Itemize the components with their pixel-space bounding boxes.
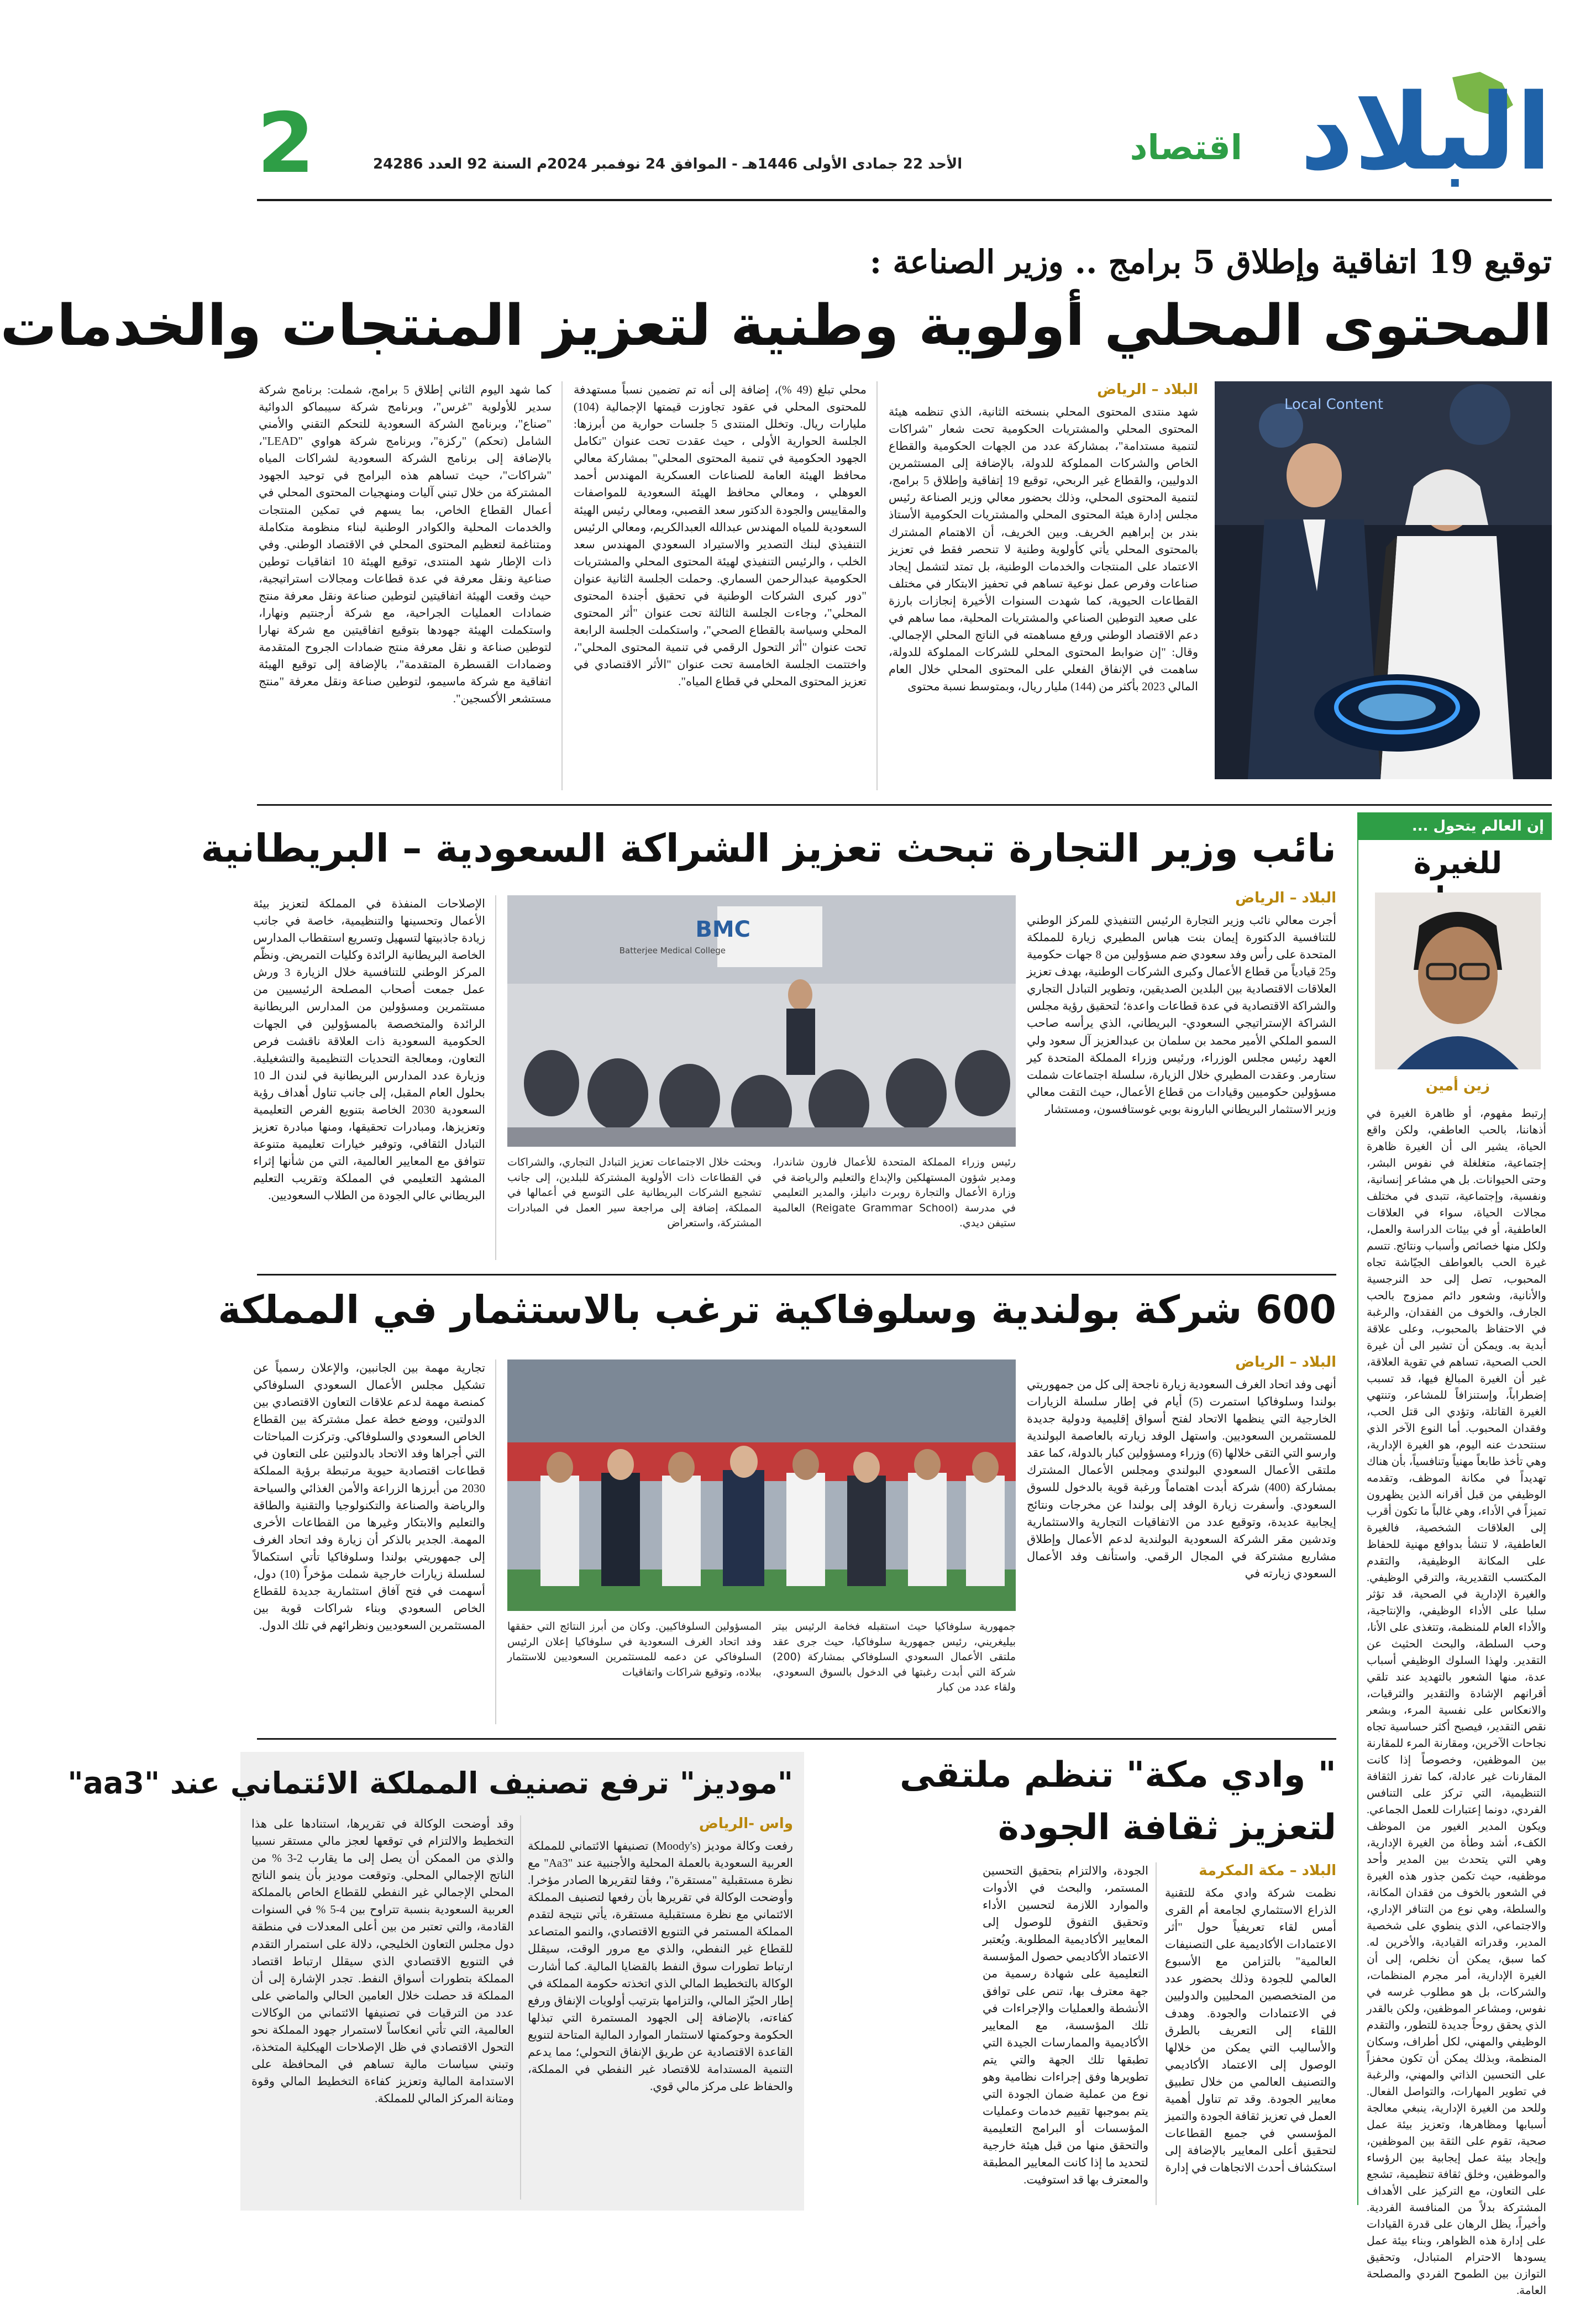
story2-caption-b: وبحثت خلال الاجتماعات تعزيز التبادل التجاري، والشراكات في القطاعات ذات الأولوية المشتركة للبلدين، إلى جانب تشجيع الشركات البريطانية على التوسع في أعمالها في المملكة، إضافة إلى مراجعة سير العمل في المبادرات المشتركة، واستعراض	[507, 1156, 762, 1230]
story2-photo	[507, 895, 1016, 1147]
sidebar-title: للغيرة	[1413, 846, 1503, 880]
story3-caption-b: المسؤولين السلوفاكيين. وكان من أبرز النتائج التي حققها وفد اتحاد الغرف السعودية في سلوفاكيا إعلان الرئيس السلوفاكي عن دعمه للمستثمرين السعوديين للاستثمار ببلاده، وتوقيع شراكات واتفاقيات	[507, 1620, 762, 1678]
story3-caption-a: جمهورية سلوفاكيا حيث استقبله فخامة الرئيس بيتر بيليغريني، رئيس جمهورية سلوفاكيا، حيث جرى عقد ملتقى الأعمال السعودي السلوفاكي بمشاركة (200) شركة التي أبدت رغبتها في الدخول بالسوق السعودي، ولقاء عدد من كبار	[773, 1620, 1016, 1694]
lead-col3: كما شهد اليوم الثاني إطلاق 5 برامج، شملت: برنامج شركة سدير للأولوية "غرس"، وبرنامج شركة سيبماكو الدوائية "صناع"، وبرنامج الشركة السعودية للتحكم التقني والأمني الشامل (تحكم) "ركزة"، وبرنامج شركة هواوي "LEAD"، بالإضافة إلى برنامج الشركة السعودية لشراكات المياه "شراكات"، حيث تساهم هذه البرامج في توحيد الجهود المشتركة من خلال تبني آليات ومنهجيات المحتوى المحلي في أعمال القطاع الخاص، بما يسهم في تمكين المنتجات والخدمات المحلية والكوادر الوطنية لبناء منظومة متكاملة ومتناغمة لتعظيم المحتوى المحلي في الاقتصاد الوطني. وفي ذات الإطار شهد المنتدى، توقيع الهيئة 10 اتفاقيات توطين صناعية ونقل معرفة في عدة قطاعات ومجالات استراتيجية، حيث وقعت الهيئة اتفاقيتين لتوطين صناعة ونقل معرفة منتج ضمادات العمليات الجراحية، مع شركة أرجنتيم ونهارا، واستكملت الهيئة جهودها بتوقيع اتفاقيتين مع شركة نهارا لتوطين صناعة و نقل معرفة منتج ضمادات الجروح المتقدمة وضمادات القسطرة المتقدمة"، بالإضافة إلى توقيع الهيئة اتفاقية مع شركة ماسيمو، لتوطين صناعة ونقل معرفة "منتج مستشعر الأكسجين".	[259, 383, 552, 706]
masthead	[169, 0, 1596, 243]
sidebar-body: إرتبط مفهوم، أو ظاهرة الغيرة في أذهاننا، بالحب العاطفي، ولكن واقع الحياة، يشير الى أن الغيرة ظاهرة إجتماعية، متغلغلة في نفوس البشر، وحتى الحيوانات. بل هي مشاعر إنسانية، ونفسية، وإجتماعية، تتبدى في مختلف مجالات الحياة، سواء في العلاقات العاطفية، أو في بيئات الدراسة والعمل، ولكل منها خصائص وأسباب ونتائج. تتسم غيرة الحب بالعواطف الجيّاشة تجاه المحبوب، تصل إلى حد النرجسية والأنانية، وشعور دائم ممزوج بالحب الجارف، والخوف من الفقدان، والرغبة في الاحتفاظ بالمحبوب، وعلى علاقة أبدية به. ويمكن أن تشير الى أن غيرة الحب الصحية، تساهم في تقوية العلاقة، غير أن الغيرة المبالغ فيها، قد تسبب إضطراباً، وإستنزافاً للمشاعر، وتنتهي الغيرة القاتلة، وتؤدي الى قتل الحب، وفقدان المحبوب. أما النوع الآخر الذي سنتحدث عنه اليوم، هو الغيرة الإدارية، وهي تأخذ طابعاً مهنياً وتنافسياً، بأن هناك تهديداً في مكانة الموظف، وتقدمه الوظيفي من قبل أقرانه الذين يظهرون تميزاً في الأداء، وهي غالباً ما تكون أقرب إلى العلاقات الشخصية، فالغيرة العاطفية، لا تنشأ بدوافع مهنية للحفاظ على المكانة الوظيفية، والتقدم المكتسب التقديرية، والترقي الوظيفي. والغيرة الإدارية في الصحية، قد تؤثر سلبا على الأداء الوظيفي، والإنتاجية، والأداء العام للمنظمة، وتتغذى على الأنا، وحب السلطة، والبحث الحثيث عن التقدير. ولهذا السلوك الوظيفي أسباب عدة، منها الشعور بالتهديد عند تلقي أقرانهم الإشادة والتقدير والترقيات، والانعكاس على نفسية المرء، وبشعر نقص التقدير، فيصبح أكثر حساسية تجاه نجاحات الآخرين، ومقارنة المرء للمقارنة بين الموظفين، وخصوصاً إذا كانت المقارنات غير عادلة، كما تفرز الثقافة التنظيمية، التي تركز على التنافس الفردي، دونما إعتبارات للعمل الجماعي. ويكون المدير الغيور من الموظف الكفء، أشد وطأة من الغيرة الإدارية، وهي التي يتحدث بين المدير وأحد موظفيه، حيث تكمن جذور هذه الغيرة في الشعور بالخوف من فقدان المكانة، والسلطة، وهي نوع من التنافر الإداري، والاجتماعي، الذي ينطوي على شخصية المدير، وقدراته القيادية، والأخرين له. كما سبق، يمكن أن نخلص، إلى أن الغيرة الإدارية، أمر مجرم المنظمات، والشركات، بل هو مطلوب غرسه في نفوس، ومشاعر الموظفين، ولكن بالقدر الذي يحقق روحاً جديدة للتطور، والتقدم الوظيفي والمهني، لكل أطراف، وسكان المنظمة، وبذلك يمكن أن تكون محفزاً على التحسين الذاتي والمهني، والرغبة في تطوير المهارات، والتواصل الفعال. وللحد من الغيرة الإدارية، ينبغي معالجة أسبابها ومظاهرها، وتعزيز بيئة عمل صحية، تقوم على الثقة بين الموظفين، وإيجاد بيئة عمل إيجابية بين الرؤساء والموظفين، وخلق ثقافة تنظيمية، تشجع على التعاون، مع التركيز على الأهداف المشتركة بدلاً من المنافسة الفردية. وأخيراً، يظل الرهان على قدرة القيادات على إدارة هذه الظواهر، وبناء بيئة عمل يسودها الاحترام المتبادل، وتحقيق التوازن بين الطموح الفردي والمصلحة العامة.	[1367, 1107, 1546, 2297]
lead-col2: محلي تبلغ (49 %)، إضافة إلى أنه تم تضمين نسباً مستهدفة للمحتوى المحلي في عقود تجاوزت قيمتها الإجمالية (104) مليارات ريال. وتخلل المنتدى 5 جلسات حوارية من أبرزها: الجلسة الحوارية الأولى ، حيث عقدت تحت عنوان "تكامل الجهود الحكومية في تنمية المحتوى المحلي" بمشاركة معالي محافظ الهيئة العامة للصناعات العسكرية المهندس أحمد العوهلي ، ومعالي محافظ الهيئة السعودية للمواصفات والمقاييس والجودة الدكتور سعد القصبي، ومعالي رئيس الهيئة السعودية للمياه المهندس عبدالله العبدالكريم، ومعالي الرئيس التنفيذي لبنك التصدير والاستيراد السعودي المهندس سعد الخلب ، والرئيس التنفيذي لهيئة المحتوى المحلي والمشتريات الحكومية عبدالرحمن السماري. وحملت الجلسة الثانية عنوان "دور كبرى الشركات الوطنية في تحقيق أجندة المحتوى المحلي"، وجاءت الجلسة الثالثة تحت عنوان "أثر المحتوى المحلي وسياسة بالقطاع الصحي"، واستكملت الجلسة الرابعة تحت عنوان "أثر التحول الرقمي في تنمية المحتوى المحلي"، واختتمت الجلسة الخامسة تحت عنوان "الأثر الاقتصادي في تعزيز المحتوى المحلي في قطاع المياه".	[574, 383, 867, 689]
sidebar-label: إن العالم يتحول ...	[1358, 812, 1552, 840]
lead-photo-screen-text: Local Content	[1284, 396, 1383, 413]
story5-box	[67, 1752, 804, 2211]
lead-headline: المحتوى المحلي أولوية وطنية لتعزيز المنتجات والخدمات	[0, 293, 1552, 359]
bmc-logo-text: BMC	[695, 917, 750, 942]
logo	[1300, 66, 1552, 193]
story5-col2: وقد أوضحت الوكالة في تقريرها، استنادها على هذا التخطيط والالتزام في توقعها لعجز مالي مستقر نسبيا والذي من الممكن أن يصل إلى ما يقارب 2-3 % من الناتج الإجمالي المحلي. وتوقعت موديز بأن ينمو الناتج المحلي الإجمالي غير النفطي للقطاع الخاص بالمملكة العربية السعودية بنسبة تتراوح بين 4-5 % في السنوات القادمة، والتي تعتبر من بين أعلى المعدلات في منطقة دول مجلس التعاون الخليجي، دلالة على استمرار التقدم في التنويع الاقتصادي الذي سيقلل ارتباط اقتصاد المملكة بتطورات أسواق النفط. تجدر الإشارة إلى أن المملكة قد حصلت خلال العامين الحالي والماضي على عدد من الترقيات في تصنيفها الائتماني من الوكالات العالمية، التي تأتي انعكاساً لاستمرار جهود المملكة نحو التحول الاقتصادي في ظل الإصلاحات الهيكلية المتخذة، وتبني سياسات مالية تساهم في المحافظة على الاستدامة المالية وتعزيز كفاءة التخطيط المالي وقوة ومتانة المركز المالي للمملكة.	[251, 1817, 514, 2106]
bmc-logo-subtitle: Batterjee Medical College	[619, 946, 726, 956]
author-portrait-icon	[1375, 893, 1541, 1069]
lead-byline: البلاد – الرياض	[1097, 381, 1198, 398]
story3-col1: أنهى وفد اتحاد الغرف السعودية زيارة ناجحة إلى كل من جمهوريتي بولندا وسلوفاكيا استمرت (5) أيام في إطار سلسلة الزيارات الخارجية التي ينظمها الاتحاد لفتح أسواق إقليمية ودولية جديدة للمستثمرين السعوديين. واستهل الوفد زيارته بالعاصمة البولندية وارسو التي التقى خلالها (6) وزراء ومسؤولين كبار بالدولة، كما عقد ملتقى الأعمال السعودي البولندي ومجلس الأعمال المشترك بمشاركة (400) شركة أبدت اهتماماً ورغبة قوية بالدخول للسوق السعودي. وأسفرت زيارة الوفد إلى بولندا عن مخرجات ونتائج إيجابية عديدة، وتوقيع عدد من الاتفاقيات التجارية والاستثمارية وتدشين مقر الشركة السعودية البولندية لدعم الأعمال وإطلاق مشاريع مشتركة في المجال الرقمي. واستأنف وفد الأعمال السعودي زيارته في	[1027, 1378, 1337, 1580]
story2-caption-a: رئيس وزراء المملكة المتحدة للأعمال فارون شاندرا، ومدير شؤون المستهلكين والإبداع والتعليم والرياضة في وزارة الأعمال والتجارة روبرت دانيلز، والمدير التعليمي في مدرسة (Reigate Grammar School) العالمية ستيفن ديدي.	[773, 1156, 1016, 1230]
story3-byline: البلاد – الرياض	[1235, 1354, 1336, 1371]
lead-col1: شهد منتدى المحتوى المحلي بنسخته الثانية، الذي تنظمه هيئة المحتوى المحلي والمشتريات الحكومية تحت شعار "شراكات لتنمية مستدامة"، بمشاركة عدد من الجهات الحكومية والقطاع الخاص والشركات المملوكة للدولة، بالإضافة إلى المستثمرين الدوليين، والقطاع غير الربحي، توقيع 19 إتفاقية وإطلاق 5 برامج، لتنمية المحتوى المحلي، وذلك بحضور معالي وزير الصناعة رئيس مجلس إدارة هيئة المحتوى المحلي والمشتريات الحكومية الأستاذ بندر بن إبراهيم الخريف. وبين الخريف، أن الاهتمام المشترك بالمحتوى المحلي يأتي كأولوية وطنية لا تنحصر فقط في تعزيز الاعتماد على المنتجات والخدمات الوطنية، بل تمتد لتشمل إيجاد صناعات وفرص عمل نوعية تساهم في تحفيز الابتكار في مختلف القطاعات الحيوية، كما شهدت السنوات الأخيرة إنجازات بارزة على صعيد التوطين الصناعي والمشتريات المحلية، مما ساهم في دعم الاقتصاد الوطني ورفع مساهمته في الناتج المحلي الإجمالي. وقال: "إن ضوابط المحتوى المحلي للشركات المملوكة للدولة، ساهمت في الإنفاق الفعلي على المحتوى المحلي خلال العام المالي 2023 بأكثر من (144) مليار ريال، وبمتوسط نسبة محتوى	[889, 405, 1198, 694]
story3-col-divider	[495, 1360, 496, 1724]
delegation-photo-image	[507, 1360, 1016, 1611]
page-number: 2	[257, 96, 315, 192]
story2-col1: أجرت معالي نائب وزير التجارة الرئيس التنفيذي للمركز الوطني للتنافسية الدكتورة إيمان بنت هباس المطيري زيارة للمملكة المتحدة على رأس وفد سعودي ضم مسؤولين من 8 جهات حكومية و25 قيادياً من قطاع الأعمال وكبرى الشركات الوطنية، بهدف تعزيز العلاقات الاقتصادية بين البلدين الصديقين، وتطوير التبادل التجاري والشراكة الاقتصادية في عدة قطاعات واعدة؛ لتحقيق رؤية مجلس الشراكة الإستراتيجي السعودي- البريطاني، الذي يرأسه صاحب السمو الملكي الأمير محمد بن سلمان بن عبدالعزيز آل سعود ولي العهد رئيس مجلس الوزراء، ورئيس وزراء المملكة المتحدة كير ستارمر. وعقدت المطيري خلال الزيارة، سلسلة اجتماعات شملت مسؤولين حكوميين وقيادات من قطاع الأعمال، حيث التقت معالي وزير الاستثمار البريطاني البارونة بوبي غوستافسون، ومستشار	[1027, 914, 1336, 1116]
conference-hall-image	[507, 895, 1016, 1147]
section-rule	[257, 804, 1552, 806]
lead-col-divider	[876, 381, 878, 790]
section-label: اقتصاد	[1130, 127, 1242, 167]
story5-byline: واس -الرياض	[699, 1815, 793, 1832]
story3-headline: 600 شركة بولندية وسلوفاكية ترغب بالاستثمار في المملكة	[218, 1287, 1336, 1332]
logo-text: البلاد	[1300, 71, 1552, 193]
lead-col-divider	[561, 381, 563, 790]
story2-col-divider	[495, 895, 496, 1260]
story2-byline: البلاد – الرياض	[1235, 890, 1336, 906]
story3-col3: تجارية مهمة بين الجانبين، والإعلان رسمياً عن تشكيل مجلس الأعمال السعودي السلوفاكي كمنصة مهمة لدعم علاقات التعاون الاقتصادي بين الدولتين، ووضع خطة عمل مشتركة بين القطاع الخاص السعودي والسلوفاكي. وتركزت المباحثات التي أجراها وفد الاتحاد بالدولتين على التعاون في قطاعات اقتصادية حيوية مرتبطة برؤية المملكة 2030 من أبرزها الزراعة والأمن الغذائي والسياحة والرياضة والصناعة والتكنولوجيا والتقنية والطاقة والتعليم والابتكار وغيرها من القطاعات الأخرى المهمة. الجدير بالذكر أن زيارة وفد اتحاد الغرف إلى جمهوريتي بولندا وسلوفاكيا تأتي استكمالاً لسلسلة زيارات خارجية شملت مؤخراً (10) دول، أسهمت في فتح آفاق استثمارية جديدة للقطاع الخاص السعودي وبناء شراكات قوية بين المستثمرين السعوديين ونظرائهم في تلك الدول.	[253, 1361, 485, 1633]
dateline: الأحد 22 جمادى الأولى 1446هـ - الموافق 24 نوفمبر 2024م السنة 92 العدد 24286	[373, 156, 963, 172]
author-photo	[1375, 893, 1541, 1069]
story4-col1: نظمت شركة وادي مكة للتقنية الذراع الاستثماري لجامعة أم القرى أمس لقاء تعريفياً حول "أثر الاعتمادات الأكاديمية على التصنيفات العالمية" بالتزامن مع الأسبوع العالمي للجودة وذلك بحضور عدد من المتخصصين المحليين والدوليين في الاعتمادات والجودة. وهدف اللقاء إلى التعريف بالطرق والأساليب التي يمكن من خلالها الوصول إلى الاعتماد الأكاديمي والتصنيف العالمي من خلال تطبيق معايير الجودة. وقد تم تناول أهمية العمل في تعزيز ثقافة الجودة والتميز المؤسسي في جميع القطاعات لتحقيق أعلى المعايير بالإضافة إلى استكشاف أحدث الاتجاهات في إدارة	[1165, 1886, 1336, 2175]
story5-col1: رفعت وكالة موديز (Moody's) تصنيفها الائتماني للمملكة العربية السعودية بالعملة المحلية والأجنبية عند "Aa3" مع نظرة مستقبلية "مستقرة"، وفقا لتقريرها الصادر مؤخرا. وأوضحت الوكالة في تقريرها بأن رفعها لتصنيف المملكة الائتماني مع نظرة مستقبلية مستقرة، يأتي نتيجة لتقدم المملكة المستمر في التنويع الاقتصادي، والنمو المتصاعد للقطاع غير النفطي، والذي مع مرور الوقت، سيقلل ارتباط تطورات سوق النفط بالقضايا المالية. كما أشارت الوكالة بالتخطيط المالي الذي اتخذته حكومة المملكة في إطار الحيّز المالي، والتزامها بترتيب أولويات الإنفاق ورفع كفاءته، بالإضافة إلى الجهود المستمرة التي تبذلها الحكومة وحوكمتها لاستثمار الموارد المالية المتاحة لتنويع القاعدة الاقتصادية عن طريق الإنفاق التحولي؛ مما يدعم التنمية المستدامة للاقتصاد غير النفطي في المملكة، والحفاظ على مركز مالي قوي.	[528, 1839, 794, 2093]
story2-headline: نائب وزير التجارة تبحث تعزيز الشراكة السعودية – البريطانية	[201, 826, 1336, 871]
story5-headline: "موديز" ترفع تصنيف المملكة الائتماني عند "aa3"	[67, 1766, 793, 1801]
section-rule	[257, 1274, 1336, 1276]
author-name: زين أمين	[1425, 1078, 1490, 1094]
lead-photo-image	[1215, 381, 1552, 779]
story4-headline-line1: " وادي مكة" تنظم ملتقى	[899, 1755, 1336, 1796]
lead-kicker: توقيع 19 اتفاقية وإطلاق 5 برامج .. وزير الصناعة :	[869, 243, 1552, 281]
story5-col-divider	[520, 1815, 521, 2200]
masthead-rule	[257, 199, 1552, 201]
sidebar-column	[1357, 812, 1552, 2297]
story4-headline-line2: لتعزيز ثقافة الجودة	[998, 1807, 1336, 1848]
story4-col2: الجودة، والالتزام بتحقيق التحسين المستمر، والبحث في الأدوات والموارد اللازمة لتحسين الأداء وتحقيق التفوق للوصول إلى المعايير الأكاديمية المطلوبة. ويُعتبر الاعتماد الأكاديمي حصول المؤسسة التعليمية على شهادة رسمية من جهة معترف بها، تنص على توافق الأنشطة والعمليات والإجراءات في تلك المؤسسة، مع المعايير الأكاديمية والممارسات الجيدة التي تطبقها تلك الجهة والتي يتم تطويرها وفق إجراءات نظامية وهو نوع من عملية ضمان الجودة التي يتم بموجبها تقييم خدمات وعمليات المؤسسات أو البرامج التعليمية والتحقق منها من قبل هيئة خارجية لتحديد ما إذا كانت المعايير المطبقة والمعترف بها قد استوفيت.	[983, 1864, 1148, 2187]
story2-col3: الإصلاحات المنفذة في المملكة لتعزيز بيئة الأعمال وتحسينها والتنظيمية، خاصة في جانب زيادة جاذبيتها لتسهيل وتسريع استقطاب المدارس الخاصة البريطانية الرائدة وكليات التمريض. ونظّم المركز الوطني للتنافسية خلال الزيارة 3 ورش عمل جمعت أصحاب المصلحة الرئيسيين من مستثمرين ومسؤولين من المدارس البريطانية الرائدة والمتخصصة بالمسؤولين في الجهات الحكومية السعودية ذات العلاقة ناقشت فرص التعاون، ومعالجة التحديات التنظيمية والتشغيلية. وزيارة عدد المدارس البريطانية في لندن الـ 10 بحلول العام المقبل، إلى جانب تناول أهداف رؤية السعودية 2030 الخاصة بتنويع الفرص التعليمية وتعزيزها، ومبادرات تحقيقها، ومنها مبادرة تعزيز التبادل الثقافي، وتوفير خيارات تعليمية متنوعة تتوافق مع المعايير العالمية، التي من شأنها إثراء المشهد التعليمي في المملكة وتقريب التعليم البريطاني عالي الجودة من الطلاب السعوديين.	[253, 897, 485, 1203]
story4-col-divider	[1156, 1862, 1157, 2205]
story3-photo	[507, 1360, 1016, 1611]
story4-byline: البلاد – مكة المكرمة	[1199, 1862, 1336, 1879]
section-rule	[257, 1738, 1336, 1740]
lead-photo	[1215, 381, 1552, 779]
